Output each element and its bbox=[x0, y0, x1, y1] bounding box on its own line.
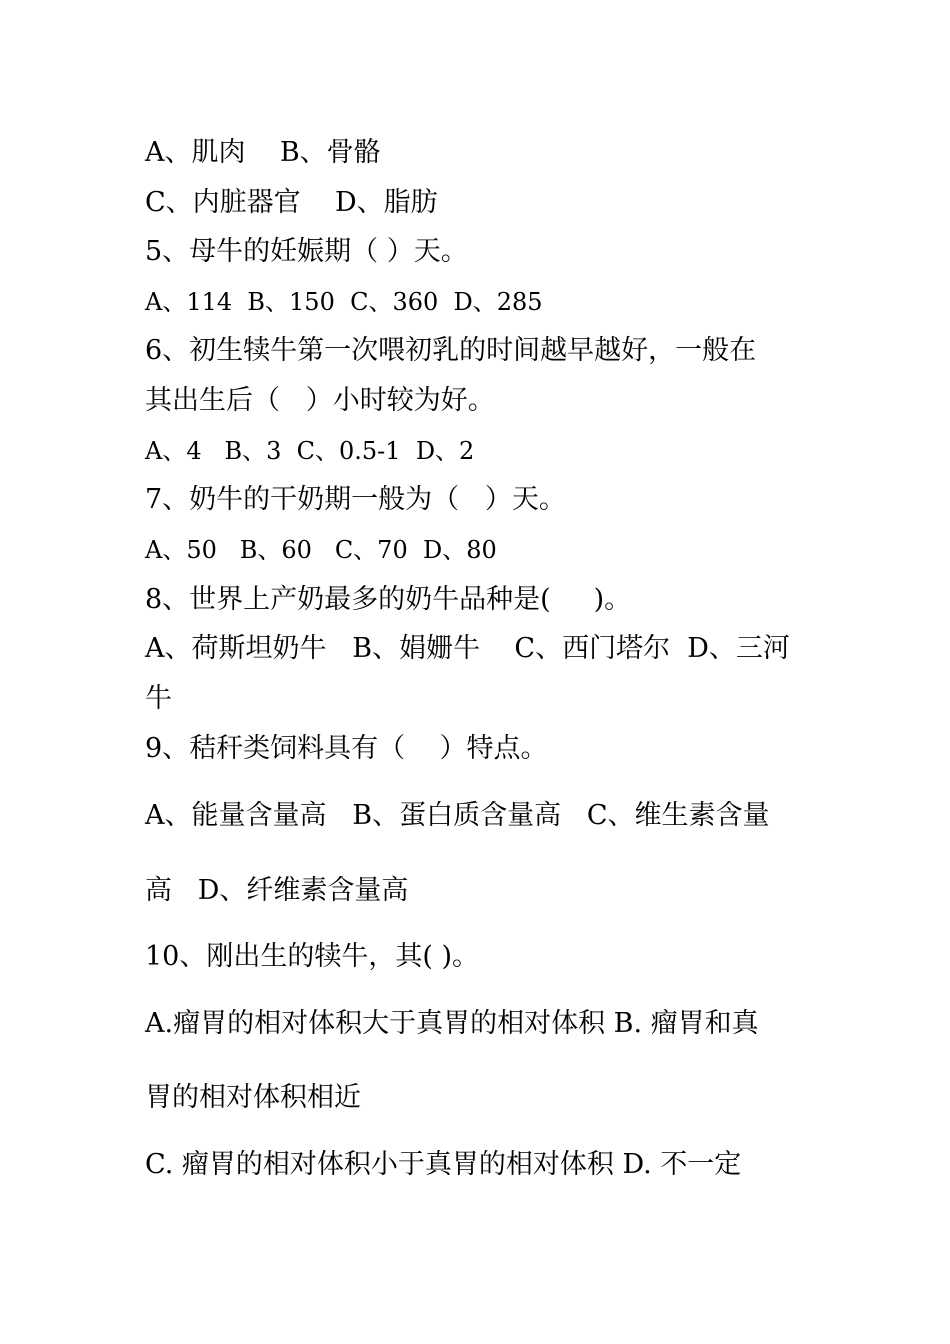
options-q7: A、50 B、60 C、70 D、80 bbox=[145, 536, 497, 564]
option-line-q4-cd: C、内脏器官 D、脂肪 bbox=[145, 187, 438, 218]
options-q10-line-2: 胃的相对体积相近 bbox=[145, 1082, 361, 1113]
options-q10-line-1: A.瘤胃的相对体积大于真胃的相对体积 B. 瘤胃和真 bbox=[145, 1008, 759, 1039]
options-q10-line-3: C. 瘤胃的相对体积小于真胃的相对体积 D. 不一定 bbox=[145, 1149, 742, 1180]
question-9: 9、秸秆类饲料具有（ ）特点。 bbox=[145, 733, 548, 764]
options-q9-line-2: 高 D、纤维素含量高 bbox=[145, 875, 409, 906]
question-6-line-2: 其出生后（ ）小时较为好。 bbox=[145, 385, 495, 416]
question-5: 5、母牛的妊娠期（ ）天。 bbox=[145, 236, 468, 267]
options-q8-line-1: A、荷斯坦奶牛 B、娟姗牛 C、西门塔尔 D、三河 bbox=[145, 633, 790, 664]
options-q9-line-1: A、能量含量高 B、蛋白质含量高 C、维生素含量 bbox=[145, 800, 770, 831]
question-7: 7、奶牛的干奶期一般为（ ）天。 bbox=[145, 484, 566, 515]
options-q5: A、114 B、150 C、360 D、285 bbox=[145, 288, 543, 316]
question-6-line-1: 6、初生犊牛第一次喂初乳的时间越早越好，一般在 bbox=[145, 335, 757, 366]
option-line-q4: A、肌肉 B、骨骼 bbox=[145, 137, 381, 168]
question-8: 8、世界上产奶最多的奶牛品种是( )。 bbox=[145, 584, 632, 615]
question-10: 10、刚出生的犊牛，其( )。 bbox=[145, 941, 480, 972]
options-q8-line-2: 牛 bbox=[145, 683, 172, 714]
options-q6: A、4 B、3 C、0.5-1 D、2 bbox=[145, 437, 475, 465]
